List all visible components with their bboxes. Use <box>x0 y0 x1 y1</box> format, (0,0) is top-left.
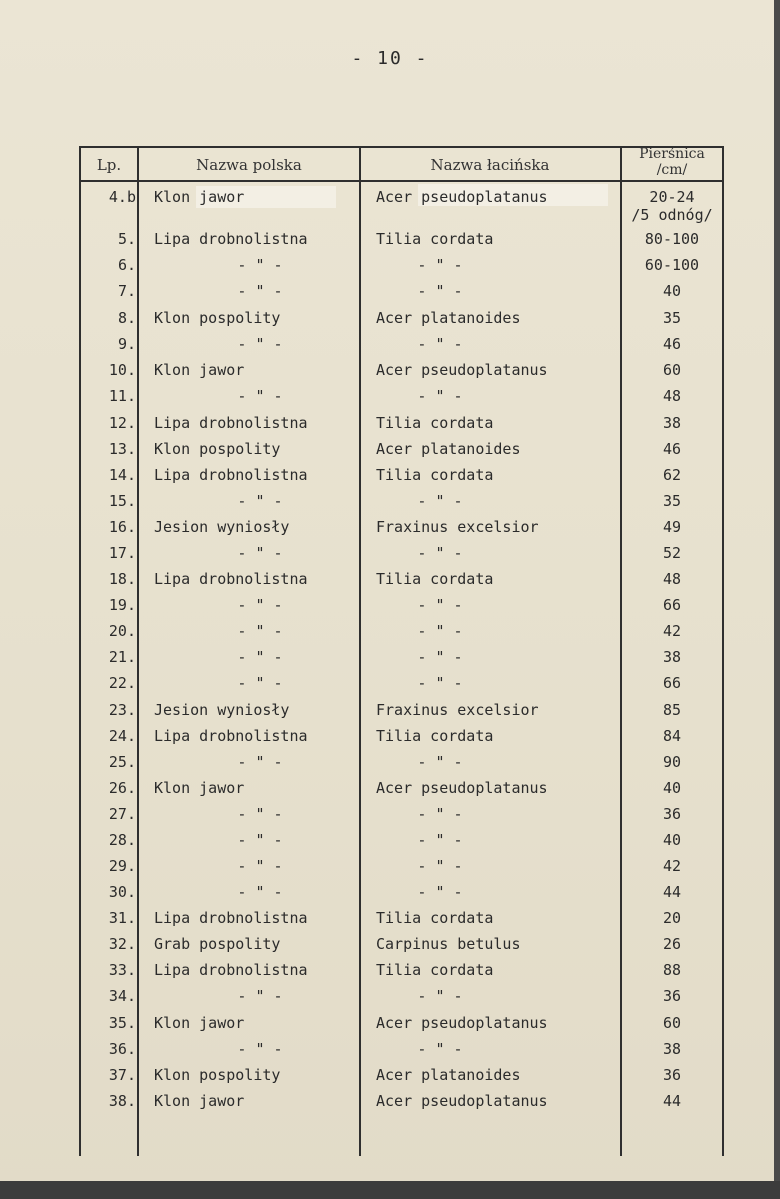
polish-name-cell: Lipa drobnolistna <box>154 727 308 745</box>
circumference-cell: 40 <box>662 282 682 300</box>
latin-name-cell: Acer pseudoplatanus <box>376 188 548 206</box>
circumference-cell: 36 <box>662 987 682 1005</box>
table-row <box>0 256 780 282</box>
circumference-cell: 20 <box>662 909 682 927</box>
polish-name-cell: Klon jawor <box>154 188 245 206</box>
row-number: 14. <box>108 466 136 484</box>
row-number: 20. <box>108 622 136 640</box>
row-number: 33. <box>108 961 136 979</box>
circumference-cell: 66 <box>662 674 682 692</box>
row-number: 31. <box>108 909 136 927</box>
latin-name-cell: Fraxinus excelsior <box>376 518 539 536</box>
row-number: 36. <box>108 1040 136 1058</box>
polish-name-cell: Lipa drobnolistna <box>154 466 308 484</box>
latin-name-cell: - " - <box>417 857 463 875</box>
row-number: 4.b <box>108 188 136 206</box>
row-number: 23. <box>108 701 136 719</box>
row-number: 19. <box>108 596 136 614</box>
circumference-cell: 36 <box>662 805 682 823</box>
latin-name-cell: - " - <box>417 831 463 849</box>
circumference-cell: 85 <box>662 701 682 719</box>
latin-name-cell: - " - <box>417 805 463 823</box>
row-number: 27. <box>108 805 136 823</box>
latin-name-cell: Acer platanoides <box>376 440 521 458</box>
polish-name-cell: Lipa drobnolistna <box>154 909 308 927</box>
header-circumference <box>622 146 722 178</box>
polish-name-cell: Klon jawor <box>154 779 245 797</box>
circumference-cell: 66 <box>662 596 682 614</box>
table-row <box>0 727 780 753</box>
latin-name-cell: Acer platanoides <box>376 1066 521 1084</box>
table-row <box>0 831 780 857</box>
latin-name-cell: Acer pseudoplatanus <box>376 1092 548 1110</box>
polish-name-cell: - " - <box>237 857 283 875</box>
circumference-cell: 46 <box>662 440 682 458</box>
table-row <box>0 361 780 387</box>
table-row <box>0 335 780 361</box>
latin-name-cell: Acer pseudoplatanus <box>376 779 548 797</box>
circumference-cell: 36 <box>662 1066 682 1084</box>
circumference-cell: 80-100 <box>644 230 700 248</box>
table-header-rule <box>79 180 724 182</box>
scan-edge-right <box>774 0 780 1199</box>
circumference-cell: 48 <box>662 570 682 588</box>
polish-name-cell: - " - <box>237 596 283 614</box>
polish-name-cell: Klon jawor <box>154 361 245 379</box>
polish-name-cell: Jesion wyniosły <box>154 518 290 536</box>
circumference-cell: 35 <box>662 492 682 510</box>
row-number: 6. <box>117 256 136 274</box>
circumference-cell: 46 <box>662 335 682 353</box>
table-row <box>0 805 780 831</box>
table-row <box>0 230 780 256</box>
row-number: 10. <box>108 361 136 379</box>
polish-name-cell: Lipa drobnolistna <box>154 961 308 979</box>
polish-name-cell: - " - <box>237 1040 283 1058</box>
polish-name-cell: - " - <box>237 805 283 823</box>
latin-name-cell: Tilia cordata <box>376 727 494 745</box>
polish-name-cell: Klon jawor <box>154 1014 245 1032</box>
header-circumference-unit: /cm/ <box>656 162 688 178</box>
latin-name-cell: Tilia cordata <box>376 230 494 248</box>
circumference-cell: 38 <box>662 1040 682 1058</box>
row-number: 13. <box>108 440 136 458</box>
table-row <box>0 440 780 466</box>
table-row <box>0 935 780 961</box>
polish-name-cell: - " - <box>237 648 283 666</box>
circumference-cell: 48 <box>662 387 682 405</box>
polish-name-cell: - " - <box>237 492 283 510</box>
circumference-cell: 42 <box>662 622 682 640</box>
circumference-cell: 52 <box>662 544 682 562</box>
polish-name-cell: Klon pospolity <box>154 440 281 458</box>
circumference-note: /5 odnóg/ <box>631 206 713 224</box>
table-row <box>0 701 780 727</box>
circumference-cell: 40 <box>662 779 682 797</box>
latin-name-cell: - " - <box>417 883 463 901</box>
latin-name-cell: - " - <box>417 648 463 666</box>
table-row <box>0 857 780 883</box>
latin-name-cell: Fraxinus excelsior <box>376 701 539 719</box>
polish-name-cell: - " - <box>237 831 283 849</box>
row-number: 18. <box>108 570 136 588</box>
header-polish-name: Nazwa polska <box>196 156 302 174</box>
table-row <box>0 883 780 909</box>
row-number: 5. <box>117 230 136 248</box>
scan-edge-bottom <box>0 1181 780 1199</box>
latin-name-cell: Acer platanoides <box>376 309 521 327</box>
table-row <box>0 570 780 596</box>
circumference-cell: 49 <box>662 518 682 536</box>
table-row <box>0 188 780 224</box>
table-row <box>0 1066 780 1092</box>
latin-name-cell: - " - <box>417 753 463 771</box>
polish-name-cell: - " - <box>237 674 283 692</box>
table-row <box>0 544 780 570</box>
latin-name-cell: Acer pseudoplatanus <box>376 1014 548 1032</box>
table-row <box>0 466 780 492</box>
polish-name-cell: - " - <box>237 883 283 901</box>
row-number: 34. <box>108 987 136 1005</box>
polish-name-cell: - " - <box>237 622 283 640</box>
latin-name-cell: - " - <box>417 674 463 692</box>
latin-name-cell: Acer pseudoplatanus <box>376 361 548 379</box>
latin-name-cell: - " - <box>417 622 463 640</box>
row-number: 9. <box>117 335 136 353</box>
polish-name-cell: Lipa drobnolistna <box>154 414 308 432</box>
polish-name-cell: Grab pospolity <box>154 935 281 953</box>
circumference-cell: 84 <box>662 727 682 745</box>
header-lp: Lp. <box>96 156 122 174</box>
latin-name-cell: - " - <box>417 492 463 510</box>
circumference-cell: 40 <box>662 831 682 849</box>
row-number: 29. <box>108 857 136 875</box>
latin-name-cell: Tilia cordata <box>376 414 494 432</box>
latin-name-cell: - " - <box>417 1040 463 1058</box>
row-number: 35. <box>108 1014 136 1032</box>
polish-name-cell: Lipa drobnolistna <box>154 230 308 248</box>
page-number: - 10 - <box>351 48 429 69</box>
table-row <box>0 753 780 779</box>
row-number: 25. <box>108 753 136 771</box>
row-number: 26. <box>108 779 136 797</box>
latin-name-cell: Tilia cordata <box>376 909 494 927</box>
row-number: 37. <box>108 1066 136 1084</box>
row-number: 16. <box>108 518 136 536</box>
table-row <box>0 309 780 335</box>
table-row <box>0 987 780 1013</box>
latin-name-cell: - " - <box>417 282 463 300</box>
polish-name-cell: Jesion wyniosły <box>154 701 290 719</box>
table-row <box>0 282 780 308</box>
latin-name-cell: - " - <box>417 256 463 274</box>
header-latin-name: Nazwa łacińska <box>430 156 550 174</box>
table-row <box>0 414 780 440</box>
circumference-cell: 42 <box>662 857 682 875</box>
circumference-cell: 60 <box>662 361 682 379</box>
row-number: 8. <box>117 309 136 327</box>
row-number: 17. <box>108 544 136 562</box>
circumference-cell: 90 <box>662 753 682 771</box>
latin-name-cell: - " - <box>417 544 463 562</box>
row-number: 7. <box>117 282 136 300</box>
latin-name-cell: - " - <box>417 987 463 1005</box>
circumference-cell: 26 <box>662 935 682 953</box>
latin-name-cell: Tilia cordata <box>376 570 494 588</box>
latin-name-cell: Tilia cordata <box>376 961 494 979</box>
table-row <box>0 674 780 700</box>
polish-name-cell: Klon jawor <box>154 1092 245 1110</box>
polish-name-cell: - " - <box>237 282 283 300</box>
latin-name-cell: - " - <box>417 387 463 405</box>
row-number: 38. <box>108 1092 136 1110</box>
row-number: 21. <box>108 648 136 666</box>
polish-name-cell: Lipa drobnolistna <box>154 570 308 588</box>
row-number: 28. <box>108 831 136 849</box>
row-number: 30. <box>108 883 136 901</box>
latin-name-cell: Tilia cordata <box>376 466 494 484</box>
circumference-cell: 60-100 <box>644 256 700 274</box>
polish-name-cell: - " - <box>237 256 283 274</box>
row-number: 12. <box>108 414 136 432</box>
row-number: 15. <box>108 492 136 510</box>
table-row <box>0 518 780 544</box>
circumference-cell: 88 <box>662 961 682 979</box>
latin-name-cell: Carpinus betulus <box>376 935 521 953</box>
table-row <box>0 1092 780 1118</box>
table-row <box>0 1040 780 1066</box>
polish-name-cell: - " - <box>237 335 283 353</box>
polish-name-cell: - " - <box>237 387 283 405</box>
table-row <box>0 596 780 622</box>
circumference-cell: 44 <box>662 883 682 901</box>
polish-name-cell: - " - <box>237 753 283 771</box>
latin-name-cell: - " - <box>417 596 463 614</box>
circumference-cell: 44 <box>662 1092 682 1110</box>
table-row <box>0 622 780 648</box>
polish-name-cell: - " - <box>237 544 283 562</box>
polish-name-cell: - " - <box>237 987 283 1005</box>
circumference-cell: 60 <box>662 1014 682 1032</box>
table-row <box>0 909 780 935</box>
circumference-cell: 62 <box>662 466 682 484</box>
table-row <box>0 1014 780 1040</box>
table-row <box>0 648 780 674</box>
circumference-cell: 35 <box>662 309 682 327</box>
header-circumference-title: Pierśnica <box>639 146 705 162</box>
row-number: 32. <box>108 935 136 953</box>
circumference-cell: 20-24 <box>649 188 695 206</box>
latin-name-cell: - " - <box>417 335 463 353</box>
table-row <box>0 961 780 987</box>
polish-name-cell: Klon pospolity <box>154 1066 281 1084</box>
table-row <box>0 387 780 413</box>
row-number: 11. <box>108 387 136 405</box>
table-row <box>0 779 780 805</box>
table-row <box>0 492 780 518</box>
polish-name-cell: Klon pospolity <box>154 309 281 327</box>
circumference-cell: 38 <box>662 414 682 432</box>
row-number: 24. <box>108 727 136 745</box>
row-number: 22. <box>108 674 136 692</box>
circumference-cell: 38 <box>662 648 682 666</box>
